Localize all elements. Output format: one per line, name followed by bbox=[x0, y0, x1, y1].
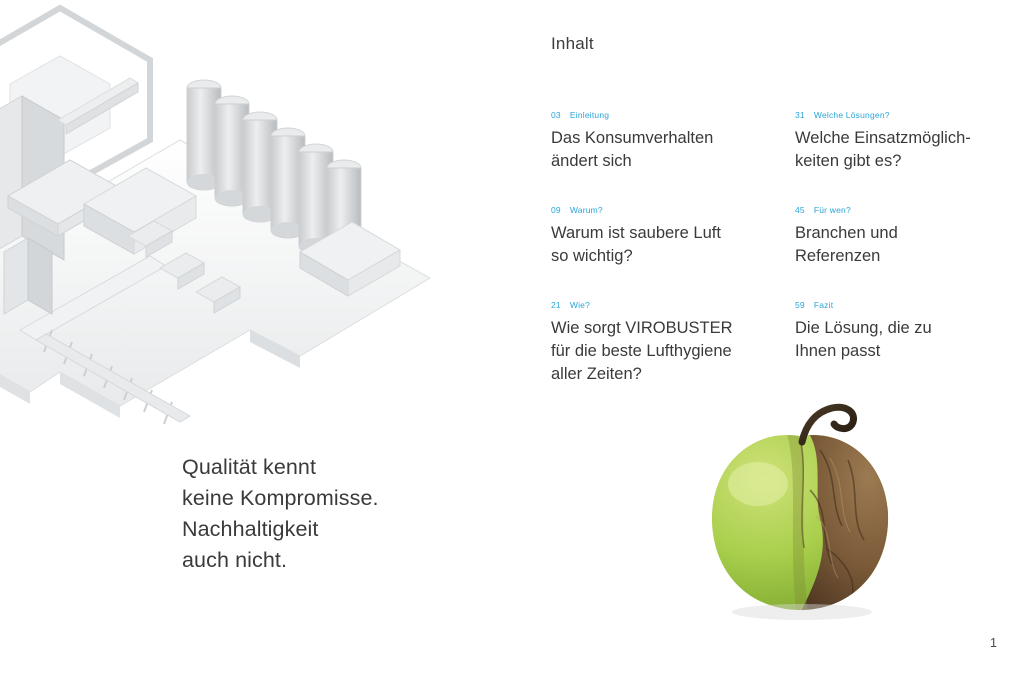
toc-entry[interactable] bbox=[551, 300, 781, 386]
toc-title-line: aller Zeiten? bbox=[551, 365, 642, 383]
toc-entry-meta bbox=[795, 300, 1011, 310]
toc-entry[interactable] bbox=[795, 110, 1011, 173]
headline-line-1: Qualität kennt bbox=[182, 455, 317, 479]
toc-title-line: Ihnen passt bbox=[795, 342, 881, 360]
toc-kicker: Wie? bbox=[569, 300, 591, 310]
table-of-contents bbox=[551, 110, 1011, 418]
toc-entry[interactable] bbox=[551, 110, 781, 173]
half-rotten-green-apple-photo bbox=[680, 398, 920, 628]
toc-entry-title bbox=[551, 317, 781, 386]
headline-line-2: keine Kompromisse. bbox=[182, 486, 379, 510]
toc-title-line: Die Lösung, die zu bbox=[795, 319, 932, 337]
page-title: Inhalt bbox=[551, 34, 594, 53]
toc-kicker: Einleitung bbox=[569, 110, 610, 120]
toc-entry-meta bbox=[795, 110, 1011, 120]
toc-entry[interactable] bbox=[795, 300, 1011, 363]
toc-entry-title bbox=[551, 127, 781, 173]
toc-title-line: Wie sorgt VIROBUSTER bbox=[551, 319, 733, 337]
toc-title-line: ändert sich bbox=[551, 152, 632, 170]
headline-line-3: Nachhaltigkeit bbox=[182, 517, 319, 541]
toc-page-number: 21 bbox=[551, 300, 561, 310]
toc-kicker: Welche Lösungen? bbox=[813, 110, 890, 120]
toc-page-number: 31 bbox=[795, 110, 805, 120]
toc-title-line: Referenzen bbox=[795, 247, 881, 265]
toc-kicker: Fazit bbox=[813, 300, 834, 310]
toc-entry-meta bbox=[551, 110, 781, 120]
toc-page-number: 59 bbox=[795, 300, 805, 310]
right-page bbox=[480, 0, 1024, 680]
toc-page-number: 45 bbox=[795, 205, 805, 215]
toc-entry-title bbox=[795, 127, 1011, 173]
toc-entry-meta bbox=[551, 205, 781, 215]
toc-title-line: Das Konsumverhalten bbox=[551, 129, 714, 147]
toc-page-number: 09 bbox=[551, 205, 561, 215]
toc-title-line: Branchen und bbox=[795, 224, 898, 242]
toc-title-line: Welche Einsatzmöglich- bbox=[795, 129, 971, 147]
left-page-headline bbox=[182, 452, 472, 576]
toc-kicker: Für wen? bbox=[813, 205, 851, 215]
toc-entry-title bbox=[795, 317, 1011, 363]
toc-entry-meta bbox=[551, 300, 781, 310]
left-page bbox=[0, 0, 480, 680]
toc-entry[interactable] bbox=[795, 205, 1011, 268]
toc-entry-meta bbox=[795, 205, 1011, 215]
toc-entry-title bbox=[795, 222, 1011, 268]
page-number: 1 bbox=[990, 636, 997, 650]
toc-entry[interactable] bbox=[551, 205, 781, 268]
toc-entry-title bbox=[551, 222, 781, 268]
isometric-factory-illustration bbox=[0, 0, 460, 470]
toc-page-number: 03 bbox=[551, 110, 561, 120]
headline-line-4: auch nicht. bbox=[182, 548, 288, 572]
toc-column-right bbox=[781, 110, 1011, 418]
toc-kicker: Warum? bbox=[569, 205, 603, 215]
toc-title-line: Warum ist saubere Luft bbox=[551, 224, 721, 242]
toc-title-line: für die beste Lufthygiene bbox=[551, 342, 732, 360]
toc-column-left bbox=[551, 110, 781, 418]
toc-title-line: so wichtig? bbox=[551, 247, 633, 265]
toc-title-line: keiten gibt es? bbox=[795, 152, 902, 170]
